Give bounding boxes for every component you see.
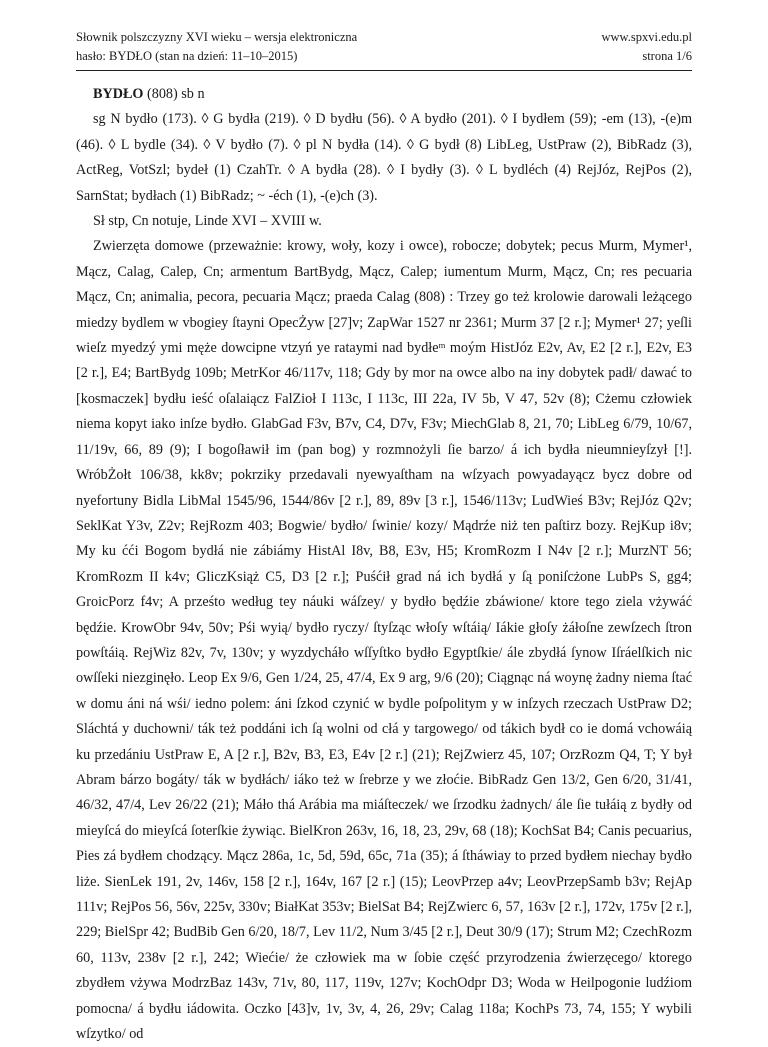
definition-citations: Zwierzęta domowe (przeważnie: krowy, woły, kozy i owce), robocze; dobytek; pecus Murm, Mymer¹, Mącz, Calag, Calep, Cn; armentum BartBydg, Mącz, Calep; iumentum Murm, Mącz, Cn; res pecuaria Mącz, Cn; animalia, pecora, pecuaria Mącz; praeda Calag (808) : Trzey go też krolowie darowali leżącego miedzy bydlem w vbogiey ſtayni OpecŻyw [27]v; ZapWar 1527 nr 2361; Murm 37 [2 r.]; Mymer¹ 27; yeſli wieſz myedzý ymi męże dowcipne vtzyń ye rataymi nad bydłeᵐ moým HistJóz E2v, Av, E2 [2 r.], E2v, E3 [2 r.], E4; BartBydg 109b; MetrKor 46/117v, 118; Gdy by mor na owce albo na iny dobytek padł/ dawać to [kosmaczek] bydłu ieść oſalaiącz FalZioł I 113c, I 113c, III 22a, IV 5b, V 47, 52v (8); Cżemu człowiek niema kopyt iako inſze bydło. GlabGad F3v, B7v, C4, D7v, F3v; MiechGlab 8, 21, 70; LibLeg 6/79, 10/67, 11/19v, 66, 89 (9); I bogoſławił im (pan bog) y rozmnożyli ſie barzo/ á ich bydła nieumnieyſzył [!]. WróbŻołt 106/38, kk8v; pokrziky przedavali nyewyaſtham na wſzyach powyadayącz bycz dobre od nyefortuny Bidla LibMal 1545/96, 1544/86v [2 r.], 89, 89v [3 r.], 1546/113v; LudWieś B3v; RejJóz Q2v; SeklKat Y3v, Z2v; RejRozm 403; Bogwie/ bydło/ ſwinie/ kozy/ Mądrźe niż ten paſtirz bozy. RejKup i8v; My ku ćći Bogom bydłá nie zábiámy HistAl I8v, B8, E3v, H5; KromRozm I N4v [2 r.]; MurzNT 56; KromRozm II k4v; GliczKsiąż C5, D3 [2 r.]; Puśćił grad ná ich bydłá y ſą poniſcżone LubPs S, gg4; GroicPorz f4v; A prześto według tey náuki wáſzey/ y bydło będźie zbáwione/ ktore tego ziela vżywáć będźie. KrowObr 94v, 50v; Pśi wyią/ bydło ryczy/ ſtyſząc włoſy wſtáią/ Iákie głoſy żáłoſne zewſzech ſtron powſtáią. RejWiz 82v, 7v, 130v; y wyzdycháło wſſyſtko bydło Egyptſkie/ ále zbydłá ſynow Iſráelſkich nic owſſeki niezginęło. Leop Ex 9/6, Gen 1/24, 25, 47/4, Ex 9 arg, 9/6 (20); Ciągnąc ná woynę żadny niema ſtać w domu áni ná wśi/ iedno polem: áni ſzkod czynić w bydle poſpolitym y w inſzych rzeczach UstPraw D2; Sláchtá y duchowni/ ták też poddáni ich ſą wolni od cłá y targowego/ od tákich bydł co ie domá vchowáią ku przedániu UstPraw E, A [2 r.], B2v, B3, E3, E4v [2 r.] (21); RejZwierz 45, 107; OrzRozm Q4, T; Y był Abram bárzo bogáty/ ták w bydłách/ iáko też w ſrebrze y we złoćie. BibRadz Gen 13/2, Gen 6/20, 31/41, 46/32, 47/4, Lev 26/22 (21); Máło thá Arábia ma miáſteczek/ we ſrzodku żadnych/ ále ſie tułáią z bydły od mieyſcá do mieyſcá ſoterſkie żywiąc. BielKron 263v, 16, 18, 23, 29v, 68 (18); KochSat B4; Canis pecuarius, Pies zá bydłem chodzący. Mącz 286a, 1c, 5d, 59d, 65c, 71a (35); á ſtháwiay to przed bydłem niechay bydło liże. SienLek 191, 2v, 146v, 158 [2 r.], 164v, 167 [2 r.] (15); LeovPrzep a4v; LeovPrzepSamb b3v; RejAp 111v; RejPos 56, 56v, 225v, 330v; BiałKat 353v; BielSat B4; RejZwierc 6, 57, 163v [2 r.], 172v, 175v [2 r.], 229; BielSpr 42; BudBib Gen 6/20, 18/7, Lev 11/2, Num 3/45 [2 r.], Deut 30/9 (17); Strum M2; CzechRozm 60, 113v, 238v [2 r.], 242; Wiećie/ że człowiek ma w ſobie część przyrodzenia źwierzęcego/ ktorego zbydłem vżywa ModrzBaz 143v, 71v, 80, 117, 119v, 127v; KochOdpr D3; Woda w Heilpogonie ludźiom pomocna/ á bydłu iádowita. Oczko [43]v, 1v, 3v, 4, 26, 29v; Calag 118a; KochPs 73, 74, 155; Y wybili wſzytko/ od — [76, 238, 692, 1043]
dictionary-title: Słownik polszczyzny XVI wieku – wersja elektroniczna — [76, 30, 358, 44]
header-left — [76, 28, 357, 66]
page-header — [76, 24, 692, 71]
inflection-forms: sg N bydło (173). ◊ G bydła (219). ◊ D bydłu (56). ◊ A bydło (201). ◊ I bydłem (59); -em (13), -(e)m (46). ◊ L bydle (34). ◊ V bydło (7). ◊ pl N bydła (14). ◊ G bydł (8) LibLeg, UstPraw (2), BibRadz (3), ActReg, VotSzl; bydeł (1) CzahTr. ◊ A bydła (28). ◊ I bydły (3). ◊ L bydléch (4) RejJóz, RejPos (2), SarnStat; bydłach (1) BibRadz; ~ -éch (1), -(e)ch (3). — [76, 111, 692, 204]
entry-heading — [76, 82, 692, 107]
header-right — [601, 28, 692, 66]
entry-body — [76, 82, 692, 1047]
entry-status-line: hasło: BYDŁO (stan na dzień: 11–10–2015) — [76, 49, 298, 63]
site-url[interactable]: www.spxvi.edu.pl — [601, 30, 692, 44]
headword: BYDŁO — [93, 86, 144, 102]
page-number: strona 1/6 — [642, 49, 692, 63]
head-info: (808) sb n — [143, 86, 205, 102]
sources-note: Sł stp, Cn notuje, Linde XVI – XVIII w. — [93, 213, 322, 230]
